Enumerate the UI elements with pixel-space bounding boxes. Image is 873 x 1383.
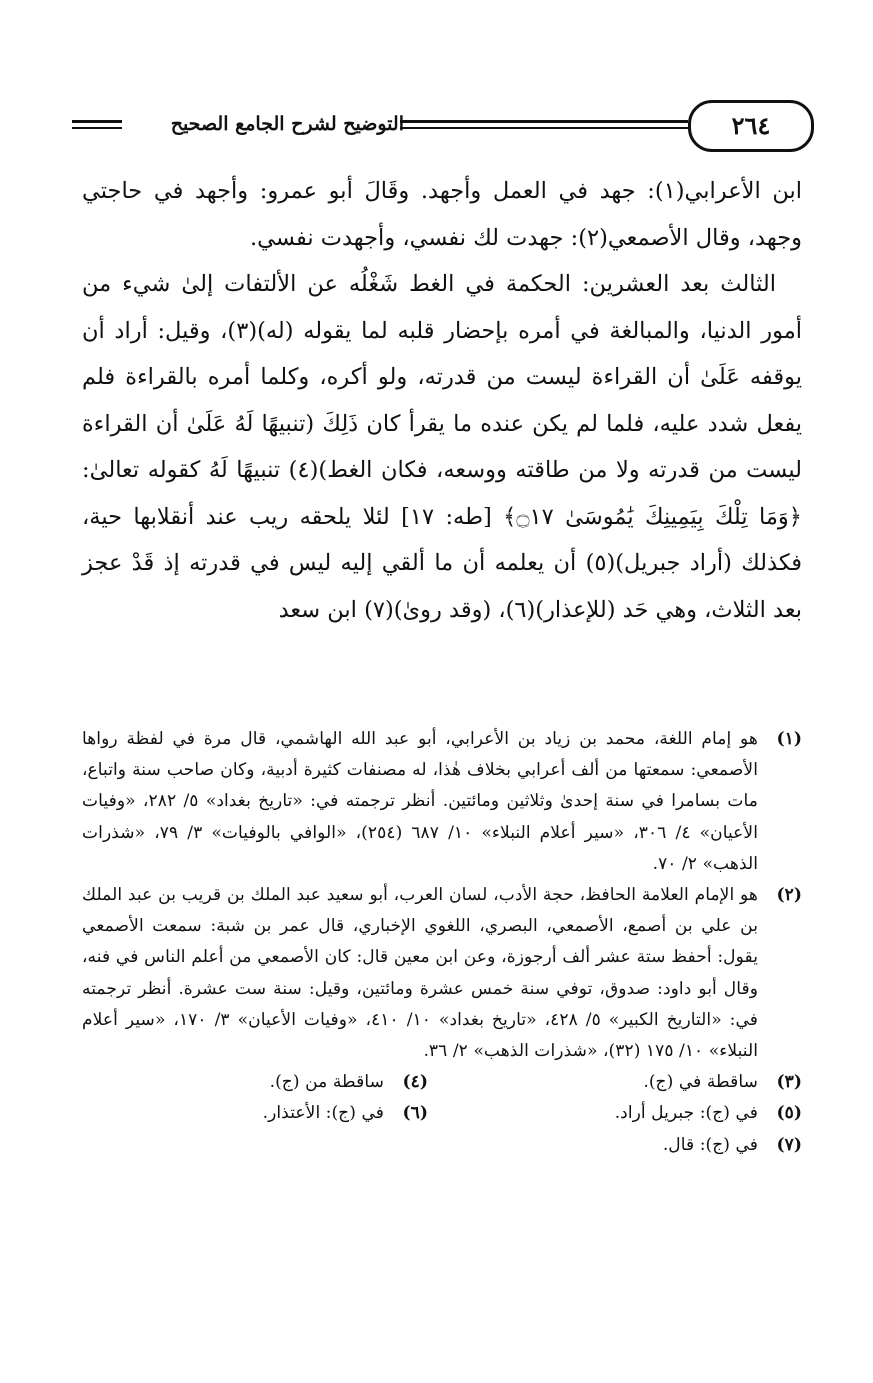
footnote-text: في (ج): جبريل أراد. xyxy=(614,1103,758,1124)
footnote-number: (٥) xyxy=(776,1103,802,1124)
main-text xyxy=(82,168,802,633)
footnote-text: ساقطة من (ج). xyxy=(269,1072,384,1093)
footnote-text: ساقطة في (ج). xyxy=(643,1072,758,1093)
footnote-number: (٢) xyxy=(776,885,802,906)
paragraph: الثالث بعد العشرين: الحكمة في الغط شَغْلُه عن الألتفات إلىٰ شيء من أمور الدنيا، والمبالغة في أمره بإحضار قلبه لما يقوله (له)(٣)، وقيل: أراد أن يوقفه عَلَىٰ أن القراءة ليست من قدرته، ولو أكره، وكلما أمره بالقراءة فلم يفعل شدد عليه، فلما لم يكن عنده ما يقرأ كان ذَلِكَ (تنبيهًا لَهُ عَلَىٰ أن القراءة ليست من قدرته ولا من طاقته ووسعه، فكان الغط)(٤) تنبيهًا لَهُ كقوله تعالىٰ: ﴿وَمَا تِلْكَ بِيَمِينِكَ يَٰمُوسَىٰ ۝١٧﴾ [طه: ١٧] لئلا يلحقه ريب عند أنقلابها حية، فكذلك (أراد جبريل)(٥) أن يعلمه أن ما ألقي إليه ليس في قدرته إذ قَدْ عجز بعد الثلاث، وهي حَد (للإعذار)(٦)، (وقد روىٰ)(٧) ابن سعد xyxy=(82,271,802,623)
page-number: ٢٦٤ xyxy=(688,100,814,152)
footnote xyxy=(154,1098,428,1129)
header-rule-right-thin xyxy=(72,127,122,129)
footnotes xyxy=(82,724,802,1161)
footnote xyxy=(82,724,802,880)
footnote-number: (٦) xyxy=(402,1103,428,1124)
footnote-number: (٧) xyxy=(776,1134,802,1155)
header-rule-right xyxy=(72,120,122,123)
footnote xyxy=(82,880,802,1067)
short-notes-row xyxy=(82,1067,802,1098)
footnote-text: هو إمام اللغة، محمد بن زياد بن الأعرابي، أبو عبد الله الهاشمي، قال مرة في لفظة رواها الأصمعي: سمعتها من ألف أعرابي بخلاف هٰذا، له مصنفات كثيرة أدبية، وكان صاحب سنة واتباع، مات بسامرا في سنة إحدىٰ وثلاثين ومائتين. أنظر ترجمته في: «تاريخ بغداد» ٥/ ٢٨٢، «وفيات الأعيان» ٤/ ٣٠٦، «سير أعلام النبلاء» ١٠/ ٦٨٧ (٢٥٤)، «الوافي بالوفيات» ٣/ ٧٩، «شذرات الذهب» ٢/ ٧٠. xyxy=(82,729,758,874)
footnote-number: (٤) xyxy=(402,1072,428,1093)
footnote-text: في (ج): الأعتذار. xyxy=(262,1103,384,1124)
short-notes-row xyxy=(82,1130,802,1161)
footnote xyxy=(154,1067,428,1098)
paragraph: ابن الأعرابي(١): جهد في العمل وأجهد. وقَالَ أبو عمرو: وأجهد في حاجتي وجهد، وقال الأصمعي(٢): جهدت لك نفسي، وأجهدت نفسي. xyxy=(82,178,802,251)
footnote-text: هو الإمام العلامة الحافظ، حجة الأدب، لسان العرب، أبو سعيد عبد الملك بن قريب بن عبد الملك بن علي بن أصمع، الأصمعي، البصري، اللغوي الإخباري، قال عمر بن شبة: سمعت الأصمعي يقول: أحفظ ستة عشر ألف أرجوزة، وعن ابن معين قال: كان الأصمعي من أعلم الناس في فنه، وقال أبو داود: صدوق، توفي سنة خمس عشرة ومائتين، وقيل: سنة ست عشرة. أنظر ترجمته في: «التاريخ الكبير» ٥/ ٤٢٨، «تاريخ بغداد» ١٠/ ٤١٠، «وفيات الأعيان» ٣/ ١٧٠، «سير أعلام النبلاء» ١٠/ ١٧٥ (٣٢)، «شذرات الذهب» ٢/ ٣٦. xyxy=(82,885,758,1062)
footnote xyxy=(428,1067,802,1098)
footnote-number: (٣) xyxy=(776,1072,802,1093)
footnote xyxy=(428,1130,802,1161)
short-notes-row xyxy=(82,1098,802,1129)
footnote-number: (١) xyxy=(776,729,802,749)
header-rule-middle-thin xyxy=(400,127,688,129)
page-header xyxy=(72,98,802,150)
running-title: التوضيح لشرح الجامع الصحيح xyxy=(170,113,404,135)
footnote xyxy=(428,1098,802,1129)
header-rule-middle xyxy=(400,120,688,123)
footnote-text: في (ج): قال. xyxy=(662,1134,758,1155)
